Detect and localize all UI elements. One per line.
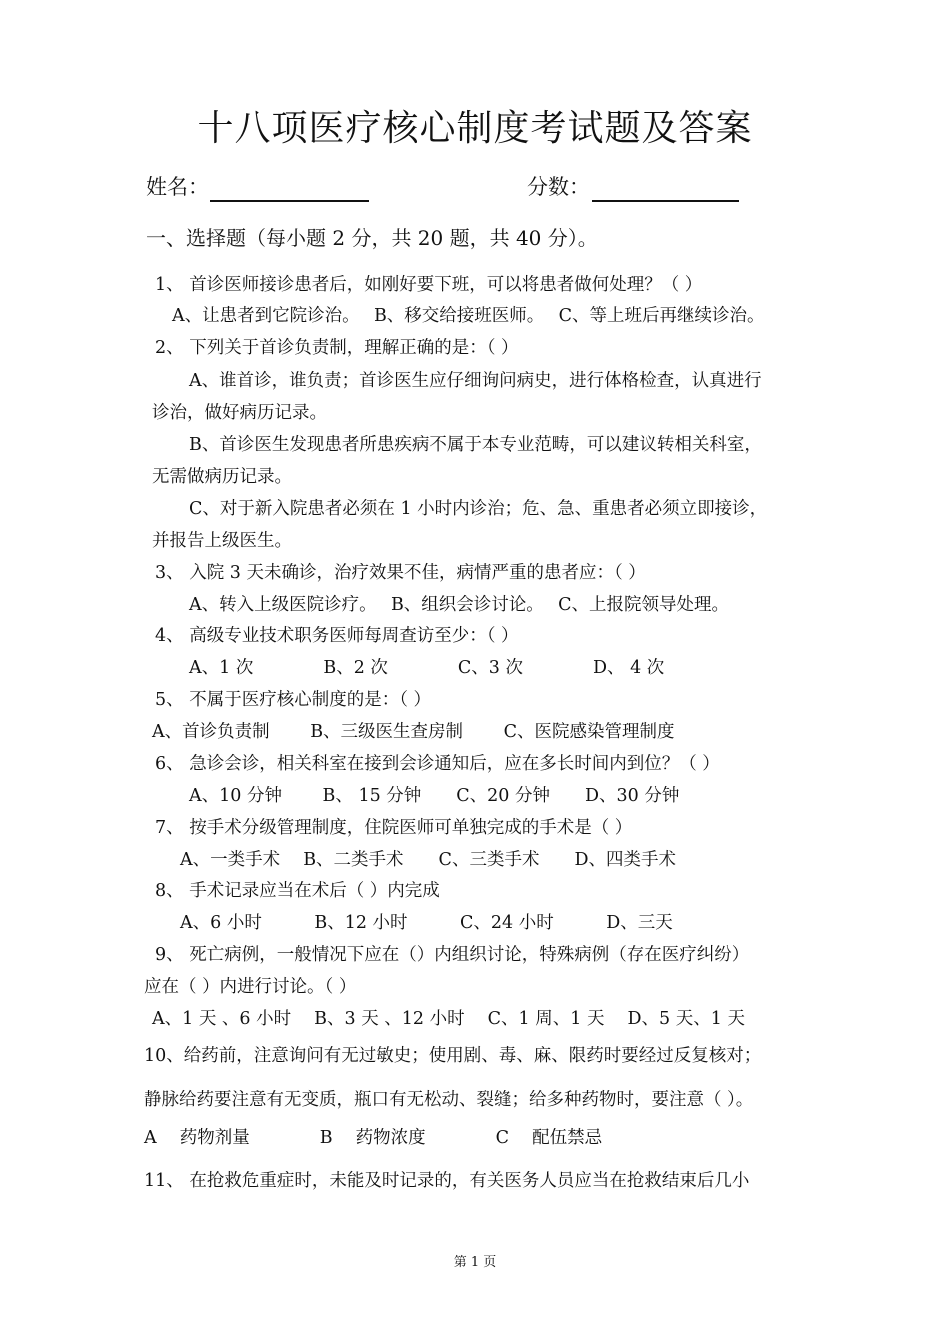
- name-label: 姓名：: [146, 175, 209, 199]
- option-line: A、转入上级医院诊疗。 B、组织会诊讨论。 C、上报院领导处理。: [189, 595, 730, 615]
- question-line: 2、 下列关于首诊负责制，理解正确的是：（ ）: [155, 338, 519, 358]
- question-line: 11、 在抢救危重症时，未能及时记录的，有关医务人员应当在抢救结束后几小: [144, 1171, 750, 1191]
- question-line: 4、 高级专业技术职务医师每周查访至少：（ ）: [155, 626, 519, 646]
- option-line: 无需做病历记录。: [152, 467, 292, 487]
- question-line: 3、 入院 3 天未确诊，治疗效果不佳，病情严重的患者应：（ ）: [155, 563, 646, 583]
- option-line: B、首诊医生发现患者所患疾病不属于本专业范畴，可以建议转相关科室，: [189, 435, 762, 455]
- name-underline: [210, 200, 369, 202]
- option-line: A、让患者到它院诊治。 B、移交给接班医师。 C、等上班后再继续诊治。: [172, 306, 765, 326]
- section-heading: 一、选择题（每小题 2 分，共 20 题，共 40 分）。: [146, 226, 598, 250]
- score-underline: [592, 200, 739, 202]
- question-line: 7、 按手术分级管理制度，住院医师可单独完成的手术是（ ）: [155, 818, 633, 838]
- question-line: 静脉给药要注意有无变质，瓶口有无松动、裂缝；给多种药物时，要注意（ ）。: [144, 1090, 754, 1110]
- option-line: A、10 分钟 B、 15 分钟 C、20 分钟 D、30 分钟: [189, 786, 680, 806]
- option-line: A、6 小时 B、12 小时 C、24 小时 D、三天: [180, 913, 673, 933]
- option-line: A、一类手术 B、二类手术 C、三类手术 D、四类手术: [180, 850, 676, 870]
- option-line: A 药物剂量 B 药物浓度 C 配伍禁忌: [144, 1128, 603, 1148]
- page-number: 第 1 页: [453, 1255, 497, 1270]
- page-title: 十八项医疗核心制度考试题及答案: [197, 108, 753, 149]
- option-line: A、首诊负责制 B、三级医生查房制 C、医院感染管理制度: [152, 722, 675, 742]
- question-line: 5、 不属于医疗核心制度的是：（ ）: [155, 690, 432, 710]
- question-line: 8、 手术记录应当在术后（ ）内完成: [155, 881, 440, 901]
- question-line: 应在（ ）内进行讨论。（ ）: [144, 977, 357, 997]
- option-line: A、1 次 B、2 次 C、3 次 D、 4 次: [189, 658, 665, 678]
- option-line: C、对于新入院患者必须在 1 小时内诊治；危、急、重患者必须立即接诊，: [189, 499, 768, 519]
- option-line: 诊治，做好病历记录。: [152, 403, 327, 423]
- option-line: A、谁首诊，谁负责；首诊医生应仔细询问病史，进行体格检查，认真进行: [189, 371, 762, 391]
- option-line: A、1 天 、6 小时 B、3 天 、12 小时 C、1 周、1 天 D、5 天、1 天: [152, 1009, 745, 1029]
- score-label: 分数：: [527, 175, 590, 199]
- question-line: 10、给药前，注意询问有无过敏史；使用剧、毒、麻、限药时要经过反复核对；: [144, 1046, 762, 1066]
- question-line: 9、 死亡病例，一般情况下应在（）内组织讨论，特殊病例（存在医疗纠纷）: [155, 945, 750, 965]
- option-line: 并报告上级医生。: [152, 531, 292, 551]
- question-line: 6、 急诊会诊，相关科室在接到会诊通知后，应在多长时间内到位？（ ）: [155, 754, 720, 774]
- question-line: 1、 首诊医师接诊患者后，如刚好要下班，可以将患者做何处理？（ ）: [155, 275, 703, 295]
